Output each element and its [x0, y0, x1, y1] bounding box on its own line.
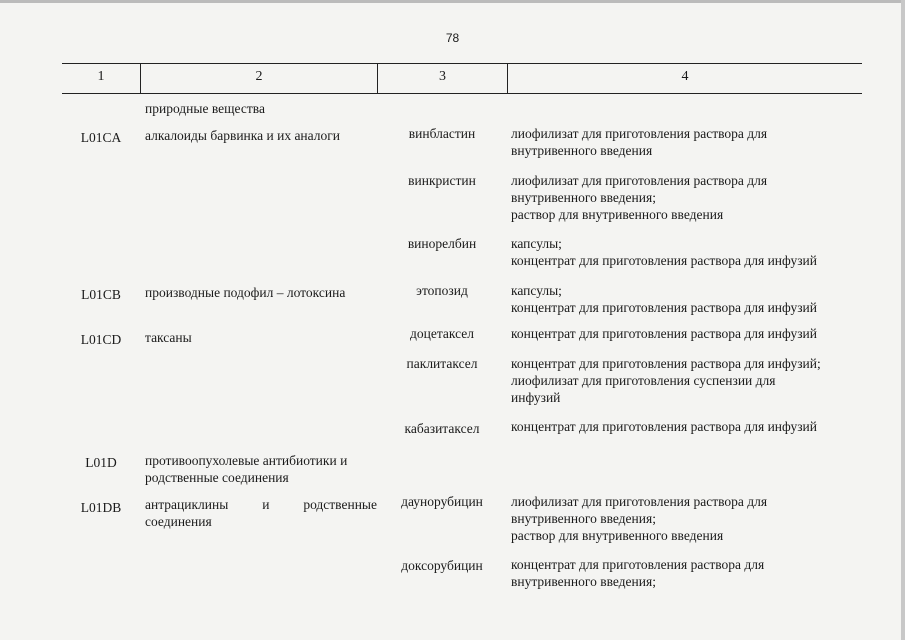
- group-description: антрациклины и родственные соединения: [145, 497, 377, 529]
- drug-name: этопозид: [416, 283, 468, 298]
- drug-name: паклитаксел: [406, 356, 478, 371]
- group-description: алкалоиды барвинка и их аналоги: [145, 128, 341, 143]
- column-header-2: 2: [255, 69, 263, 84]
- group-description: производные подофил – лотоксина: [145, 285, 346, 300]
- drug-name: даунорубицин: [401, 494, 483, 509]
- table-header-bottom-border: [62, 93, 862, 94]
- atc-code: L01CA: [80, 130, 122, 145]
- scan-edge-right: [901, 0, 905, 640]
- dosage-form: лиофилизат для приготовления раствора для внутривенного введения; раствор для внутривенного введения: [511, 494, 768, 543]
- group-description: таксаны: [145, 330, 192, 345]
- dosage-form: концентрат для приготовления раствора для инфузий: [511, 326, 817, 341]
- page-number: 78: [445, 31, 460, 45]
- scan-edge-top: [0, 0, 905, 3]
- atc-code: L01D: [85, 455, 117, 470]
- dosage-form: капсулы; концентрат для приготовления раствора для инфузий: [511, 283, 817, 315]
- dosage-form: лиофилизат для приготовления раствора для внутривенного введения; раствор для внутривенного введения: [511, 173, 768, 222]
- desc-word: родственные: [303, 497, 377, 512]
- dosage-form: капсулы; концентрат для приготовления раствора для инфузий: [511, 236, 817, 268]
- desc-word: антрациклины: [145, 497, 229, 512]
- table-header-top-border: [62, 63, 862, 64]
- column-header-3: 3: [439, 69, 446, 84]
- column-header-4: 4: [681, 69, 689, 84]
- dosage-form: концентрат для приготовления раствора для инфузий; лиофилизат для приготовления суспензии для инфузий: [511, 356, 821, 405]
- dosage-form: лиофилизат для приготовления раствора для внутривенного введения: [511, 126, 768, 158]
- atc-code: L01CD: [80, 332, 122, 347]
- drug-name: кабазитаксел: [404, 421, 480, 436]
- drug-name: винорелбин: [407, 236, 477, 251]
- desc-word: и: [262, 497, 270, 512]
- column-header-1: 1: [97, 69, 105, 84]
- drug-name: доцетаксел: [410, 326, 474, 341]
- drug-name: доксорубицин: [401, 558, 483, 573]
- group-description: противоопухолевые антибиотики и родственные соединения: [145, 453, 348, 485]
- dosage-form: концентрат для приготовления раствора для инфузий: [511, 419, 817, 434]
- group-description: природные вещества: [145, 101, 265, 116]
- atc-code: L01DB: [80, 500, 122, 515]
- drug-name: винкристин: [408, 173, 476, 188]
- atc-code: L01CB: [81, 287, 121, 302]
- dosage-form: концентрат для приготовления раствора для внутривенного введения;: [511, 557, 765, 589]
- drug-name: винбластин: [408, 126, 476, 141]
